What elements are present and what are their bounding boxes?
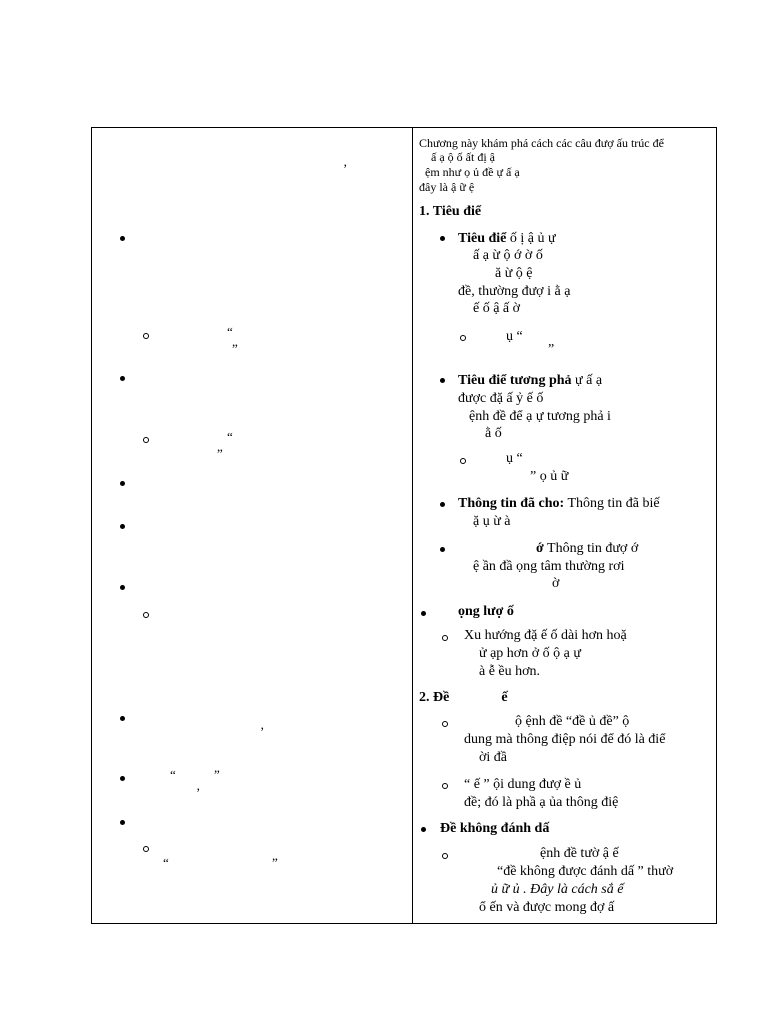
sub-item-text: ời đầ (479, 750, 508, 765)
sub-item-text: ử ạp hơn ở ố ộ ạ ự (479, 646, 581, 661)
two-column-table (91, 127, 717, 924)
left-mark: ” (272, 855, 278, 870)
item-text: Thông tin đã biế (564, 496, 660, 511)
left-sub-bullet (143, 612, 149, 618)
bullet (421, 827, 426, 832)
left-mark: “ (163, 855, 169, 870)
sub-item-text: ụ “ (506, 451, 523, 466)
item-text: đề, thường đượ i ằ ạ (458, 284, 571, 299)
bullet (440, 236, 445, 241)
left-bullet (120, 776, 125, 781)
sub-item-text: ụ “ (506, 329, 523, 344)
left-mark: ” (214, 767, 220, 782)
sub-bullet (442, 853, 448, 859)
left-mark: ” (217, 446, 223, 461)
list-item (536, 540, 638, 557)
left-sub-bullet (143, 333, 149, 339)
sub-bullet (460, 335, 466, 341)
list-item (458, 372, 602, 389)
left-mark: ’ (196, 785, 201, 800)
left-sub-bullet (143, 437, 149, 443)
sub-item-text: ệnh đề tườ ậ ế (540, 846, 619, 861)
left-bullet (120, 716, 125, 721)
intro-line: ấ ạ ộ ố ất đị ậ (431, 150, 495, 164)
left-mark: “ (170, 767, 176, 782)
list-item (458, 230, 556, 247)
bullet (421, 611, 426, 616)
sub-item-text: đề; đó là phầ ạ ủa thông điệ (464, 795, 619, 810)
sub-item-text: ” ọ ủ ữ (530, 469, 569, 484)
item-label: ớ (536, 541, 544, 556)
left-bullet (120, 376, 125, 381)
left-mark: “ (227, 324, 233, 339)
left-bullet (120, 524, 125, 529)
list-item (458, 495, 660, 512)
left-mark: ’ (260, 724, 265, 739)
sub-item-text: à ễ ều hơn. (479, 664, 541, 679)
item-text: ệ ần đầ ọng tâm thường rơi (473, 559, 625, 574)
right-column (413, 128, 716, 923)
sub-bullet (442, 721, 448, 727)
left-bullet (120, 585, 125, 590)
sub-bullet (442, 635, 448, 641)
item-label: Thông tin đã cho: (458, 496, 565, 511)
bullet (440, 378, 445, 383)
left-mark: ’ (343, 161, 348, 176)
item-text: được đặ ấ ỷ ế ố (458, 391, 544, 406)
left-sub-bullet (143, 846, 149, 852)
item-text: ă ừ ộ ệ (495, 266, 533, 281)
item-text: ự ấ ạ (571, 373, 603, 388)
sub-item-text: ủ ữ ủ . Đây là cách sắ ế (491, 882, 624, 897)
section-heading: ọng lượ ố (458, 604, 514, 619)
sub-item-text: ổ ến và được mong đợ ấ (479, 900, 615, 915)
left-bullet (120, 820, 125, 825)
left-bullet (120, 481, 125, 486)
bullet (440, 547, 445, 552)
left-mark: “ (227, 429, 233, 444)
intro-line: Chương này khám phá cách các câu đượ ấu trúc để (419, 136, 664, 150)
sub-bullet (442, 783, 448, 789)
item-text: ờ (552, 576, 560, 591)
item-text: ặ ụ ừ à (473, 514, 511, 529)
item-text: Thông tin đượ ớ (543, 541, 639, 556)
sub-bullet (460, 458, 466, 464)
sub-item-text: ộ ệnh đề “đề ủ đề” ộ (515, 714, 630, 729)
sub-item-text: “ ế ” ội dung đượ ề ủ (464, 777, 582, 792)
intro-line: đây là ậ ữ ệ (419, 180, 475, 194)
left-mark: ” (232, 341, 238, 356)
bullet (440, 502, 445, 507)
sub-item-text: dung mà thông điệp nói để đó là điể (464, 732, 666, 747)
sub-item-text: Xu hướng đặ ế ố dài hơn hoặ (464, 628, 627, 643)
sub-item-text: “đề không được đánh dấ ” thườ (497, 864, 674, 879)
intro-line: ệm như ọ ủ đề ự ấ ạ (425, 165, 520, 179)
section-heading: Đề không đánh dấ (440, 821, 550, 836)
left-column (92, 128, 412, 923)
item-text: ằ ố (485, 426, 502, 441)
left-bullet (120, 236, 125, 241)
item-text: ấ ạ ừ ộ ớ ờ ố (473, 248, 543, 263)
section-heading: 2. Đề ế (419, 690, 508, 705)
section-heading: 1. Tiêu điể (419, 204, 482, 219)
item-text: ệnh đề để ạ ự tương phả i (469, 409, 611, 424)
item-label: Tiêu điể (458, 231, 507, 246)
sub-item-text: ” (548, 342, 555, 357)
item-label: Tiêu điể tương phả (458, 373, 572, 388)
item-text: ế ố ậ ấ ờ (473, 301, 521, 316)
item-text: ố ị ậ ủ ự (506, 231, 556, 246)
